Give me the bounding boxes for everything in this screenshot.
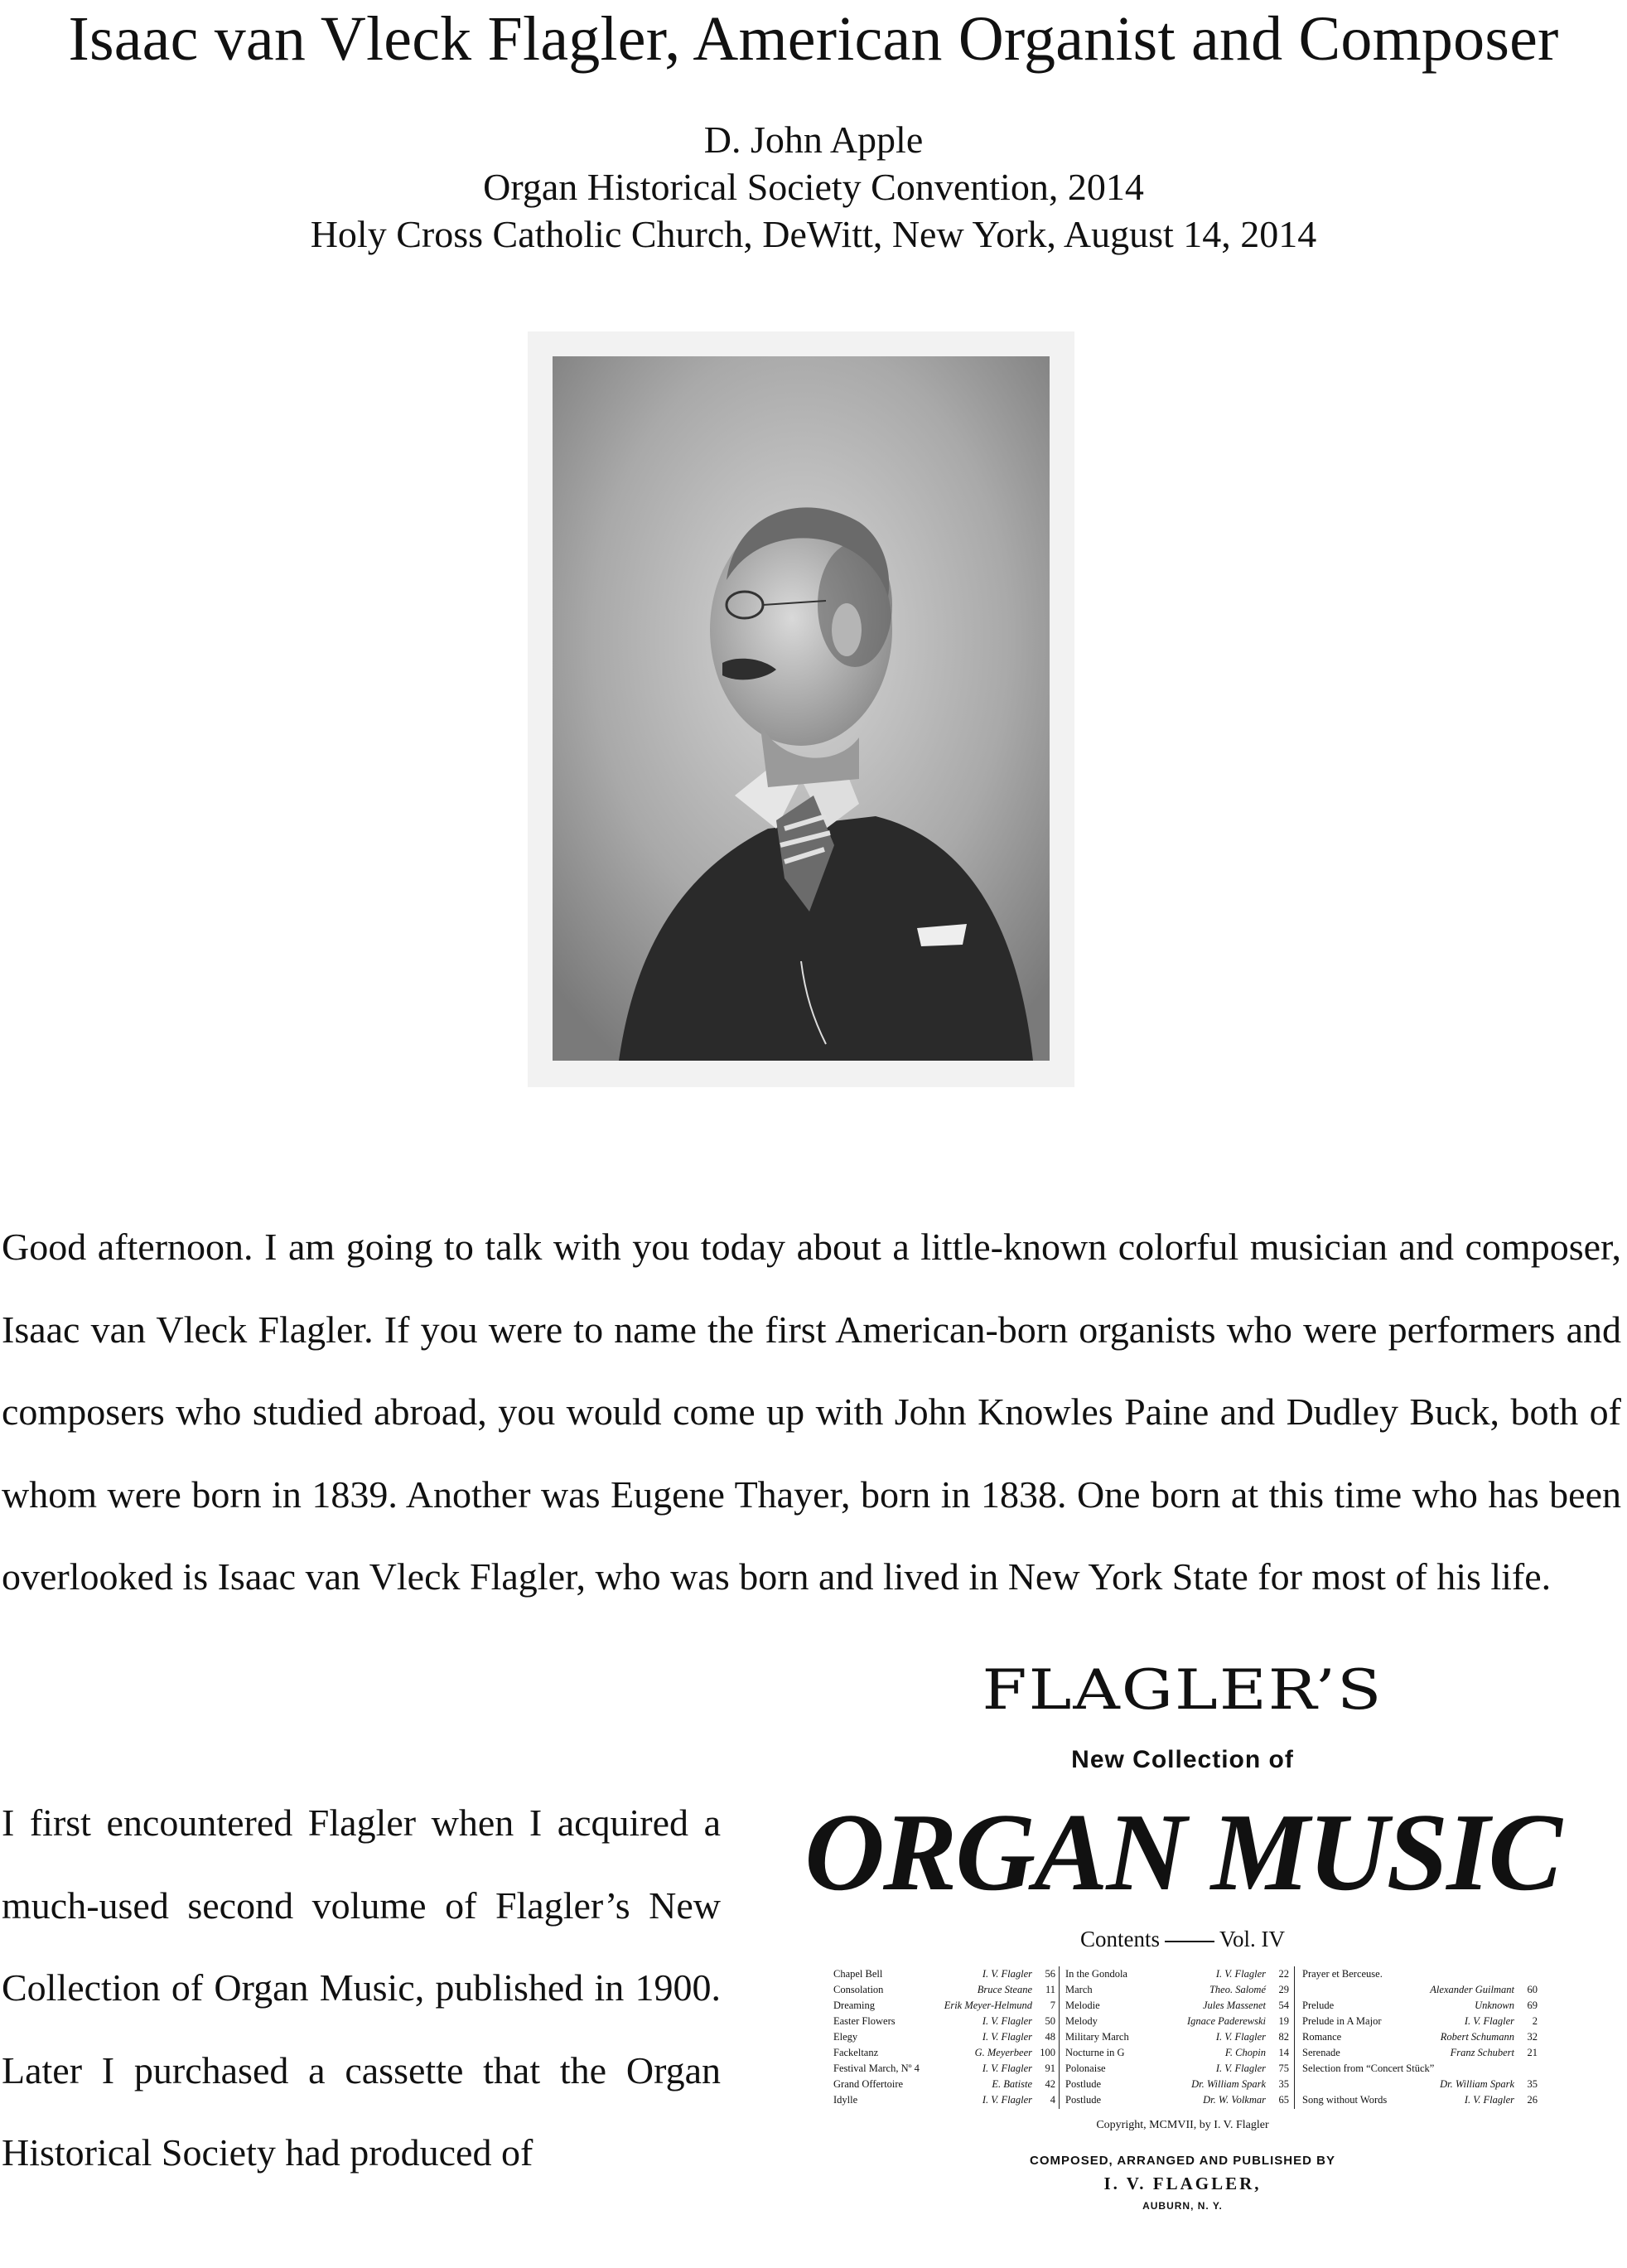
contents-row xyxy=(833,2045,1055,2061)
piece-page: 21 xyxy=(1527,2047,1538,2058)
piece-composer: I. V. Flagler xyxy=(982,2015,1032,2027)
venue-date: Holy Cross Catholic Church, DeWitt, New York, August 14, 2014 xyxy=(310,213,1317,255)
piece-title: Serenade xyxy=(1302,2047,1340,2058)
title-page-heading: FLAGLER’S xyxy=(982,1658,1383,1723)
contents-row xyxy=(1302,1982,1538,1998)
contents-row xyxy=(1302,2061,1538,2077)
contents-row xyxy=(1065,1998,1289,2014)
contents-row xyxy=(1065,2092,1289,2108)
piece-composer: I. V. Flagler xyxy=(1464,2094,1514,2106)
contents-row xyxy=(833,2092,1055,2108)
piece-page: 82 xyxy=(1278,2031,1289,2043)
piece-title: Idylle xyxy=(833,2094,858,2106)
piece-page: 4 xyxy=(1050,2094,1055,2106)
piece-composer: Theo. Salomé xyxy=(1209,1984,1266,1995)
piece-page: 56 xyxy=(1045,1968,1055,1980)
piece-page: 22 xyxy=(1278,1968,1289,1980)
piece-title: Postlude xyxy=(1065,2094,1102,2106)
piece-composer: Bruce Steane xyxy=(977,1984,1032,1995)
piece-title: Melody xyxy=(1065,2015,1098,2027)
piece-page: 50 xyxy=(1045,2015,1055,2027)
body-paragraph-1: Good afternoon. I am going to talk with you today about a little-known colorful musician and composer, Isaac van Vleck Flagler. If you were to name the first American-born organists who were performers and composers who studied abroad, you would come up with John Knowles Paine and Dudley Buck, both of whom were born in 1839. Another was Eugene Thayer, born in 1838. One born at this time who has been overlooked is Isaac van Vleck Flagler, who was born and lived in New York State for most of his life. xyxy=(2,1226,1621,1598)
piece-composer: I. V. Flagler xyxy=(1215,2062,1266,2074)
piece-title: Festival March, Nº 4 xyxy=(833,2062,920,2074)
piece-title: Grand Offertoire xyxy=(833,2078,904,2090)
contents-row xyxy=(1302,2092,1538,2108)
contents-row xyxy=(833,1998,1055,2014)
piece-composer: G. Meyerbeer xyxy=(974,2047,1032,2058)
title-page-subheading: New Collection of xyxy=(1071,1746,1294,1773)
contents-row xyxy=(833,2077,1055,2092)
piece-title: In the Gondola xyxy=(1065,1968,1127,1980)
piece-title: Elegy xyxy=(833,2031,858,2043)
contents-row xyxy=(1302,1966,1538,1982)
piece-title: Postlude xyxy=(1065,2078,1102,2090)
piece-title: Fackeltanz xyxy=(833,2047,879,2058)
piece-page: 14 xyxy=(1278,2047,1289,2058)
title-page-main-title: ORGAN MUSIC xyxy=(804,1791,1561,1913)
piece-page: 69 xyxy=(1527,2000,1538,2011)
piece-composer: I. V. Flagler xyxy=(1215,2031,1266,2043)
piece-composer: Jules Massenet xyxy=(1202,2000,1266,2011)
title-page-contents-line xyxy=(795,1927,1570,1952)
contents-row xyxy=(1065,1982,1289,1998)
piece-composer: I. V. Flagler xyxy=(982,2031,1032,2043)
piece-composer: Robert Schumann xyxy=(1440,2031,1514,2043)
contents-row xyxy=(833,1982,1055,1998)
piece-page: 91 xyxy=(1045,2062,1055,2074)
contents-row xyxy=(1302,2014,1538,2029)
piece-composer: Dr. W. Volkmar xyxy=(1203,2094,1266,2106)
contents-row xyxy=(1065,2014,1289,2029)
piece-page: 54 xyxy=(1278,2000,1289,2011)
piece-composer: Alexander Guilmant xyxy=(1430,1984,1514,1995)
contents-row xyxy=(833,1966,1055,1982)
contents-column-2 xyxy=(1065,1966,1289,2109)
piece-composer: Erik Meyer-Helmund xyxy=(944,2000,1032,2011)
piece-composer: I. V. Flagler xyxy=(982,1968,1032,1980)
piece-title: Military March xyxy=(1065,2031,1129,2043)
piece-title: Romance xyxy=(1302,2031,1342,2043)
contents-label: Contents xyxy=(1079,1927,1160,1951)
piece-page: 75 xyxy=(1278,2062,1289,2074)
piece-composer: I. V. Flagler xyxy=(1464,2015,1514,2027)
piece-page: 7 xyxy=(1050,2000,1055,2011)
piece-page: 11 xyxy=(1045,1984,1055,1995)
conference-name: Organ Historical Society Convention, 2014 xyxy=(483,166,1144,208)
contents-row xyxy=(1065,2061,1289,2077)
volume-label: Vol. IV xyxy=(1219,1927,1286,1951)
contents-row xyxy=(1065,2077,1289,2092)
composed-line: COMPOSED, ARRANGED AND PUBLISHED BY xyxy=(1030,2154,1335,2168)
contents-table xyxy=(833,1966,1538,2109)
piece-page: 35 xyxy=(1527,2078,1538,2090)
piece-composer: Dr. William Spark xyxy=(1440,2078,1514,2090)
portrait-photo xyxy=(528,331,1074,1087)
piece-composer: I. V. Flagler xyxy=(1215,1968,1266,1980)
contents-row xyxy=(1302,2077,1538,2092)
contents-row xyxy=(833,2029,1055,2045)
piece-title: Prelude xyxy=(1302,2000,1335,2011)
title-page-image xyxy=(795,1653,1570,2233)
piece-title: Prayer et Berceuse. xyxy=(1302,1968,1383,1980)
piece-page: 42 xyxy=(1045,2078,1055,2090)
piece-title: Melodie xyxy=(1065,2000,1100,2011)
contents-row xyxy=(1065,1966,1289,1982)
piece-page: 19 xyxy=(1278,2015,1289,2027)
piece-title: Prelude in A Major xyxy=(1302,2015,1382,2027)
body-paragraph-2: I first encountered Flagler when I acquired a much-used second volume of Flagler’s New Collection of Organ Music, published in 1900. Later I purchased a cassette that the Organ Historical Society had produced of xyxy=(2,1801,721,2174)
publisher-city: AUBURN, N. Y. xyxy=(1142,2200,1223,2212)
piece-page: 2 xyxy=(1532,2015,1538,2027)
contents-column-1 xyxy=(833,1966,1055,2109)
copyright-line: Copyright, MCMVII, by I. V. Flagler xyxy=(1096,2119,1269,2131)
document-title: Isaac van Vleck Flagler, American Organist and Composer xyxy=(68,4,1559,74)
contents-row xyxy=(833,2061,1055,2077)
piece-composer: I. V. Flagler xyxy=(982,2094,1032,2106)
piece-page: 48 xyxy=(1045,2031,1055,2043)
contents-row xyxy=(1302,1998,1538,2014)
piece-page: 100 xyxy=(1040,2047,1055,2058)
piece-title: Chapel Bell xyxy=(833,1968,883,1980)
contents-rule xyxy=(1165,1941,1214,1942)
contents-row xyxy=(1302,2045,1538,2061)
piece-page: 29 xyxy=(1278,1984,1289,1995)
piece-composer: F. Chopin xyxy=(1224,2047,1266,2058)
piece-composer: Franz Schubert xyxy=(1450,2047,1514,2058)
piece-title: Selection from “Concert Stück” xyxy=(1302,2062,1435,2074)
piece-page: 35 xyxy=(1278,2078,1289,2090)
piece-page: 60 xyxy=(1527,1984,1538,1995)
contents-row xyxy=(1065,2029,1289,2045)
author-name: D. John Apple xyxy=(703,118,924,161)
contents-row xyxy=(1065,2045,1289,2061)
column-divider xyxy=(1294,1966,1295,2109)
piece-title: Easter Flowers xyxy=(833,2015,896,2027)
contents-column-3 xyxy=(1302,1966,1538,2109)
piece-title: Nocturne in G xyxy=(1065,2047,1125,2058)
piece-title: Dreaming xyxy=(833,2000,875,2011)
piece-composer: Unknown xyxy=(1475,2000,1514,2011)
piece-composer: Dr. William Spark xyxy=(1191,2078,1266,2090)
contents-row xyxy=(833,2014,1055,2029)
contents-row xyxy=(1302,2029,1538,2045)
piece-composer: E. Batiste xyxy=(992,2078,1032,2090)
piece-page: 32 xyxy=(1527,2031,1538,2043)
piece-title: Song without Words xyxy=(1302,2094,1388,2106)
piece-composer: I. V. Flagler xyxy=(982,2062,1032,2074)
piece-page: 65 xyxy=(1278,2094,1289,2106)
piece-title: Consolation xyxy=(833,1984,884,1995)
piece-page: 26 xyxy=(1527,2094,1538,2106)
piece-title: March xyxy=(1065,1984,1093,1995)
piece-composer: Ignace Paderewski xyxy=(1187,2015,1266,2027)
publisher-name: I. V. FLAGLER, xyxy=(1103,2174,1262,2193)
piece-title: Polonaise xyxy=(1065,2062,1106,2074)
column-divider xyxy=(1059,1966,1060,2109)
